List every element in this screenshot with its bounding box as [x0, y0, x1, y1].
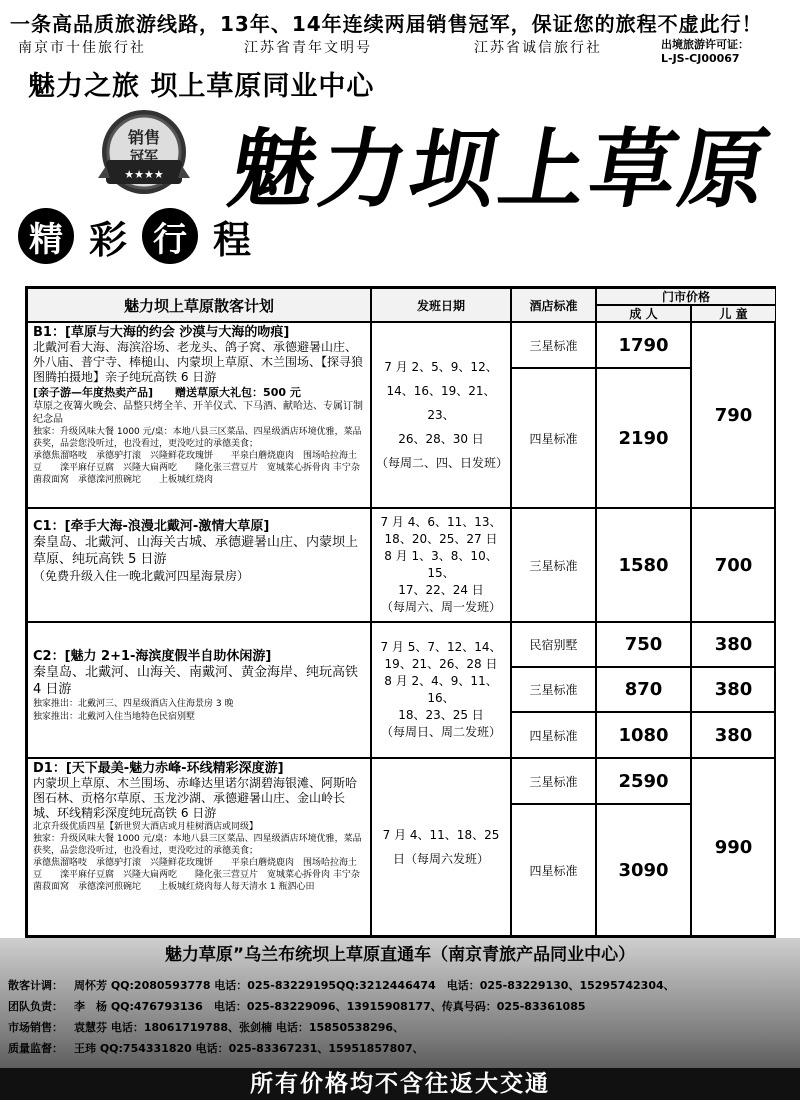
- route-detail: 北京升级优质四星【新世贸大酒店或月桂树酒店或同级】: [33, 822, 259, 832]
- contact-text: 袁慧芬 电话：18061719788、张剑楠 电话：15850538296、: [74, 1021, 405, 1034]
- child-price: 790: [691, 322, 776, 508]
- contact-row: [8, 996, 798, 1017]
- adult-price: 2590: [596, 758, 691, 804]
- contact-text: 周怀芳 QQ:2080593778 电话：025-83229195QQ:3212446474 电话：025-83229130、15295742304、: [74, 979, 675, 992]
- route-detail: 独家：升级风味大餐 1000 元/桌：本地八县三区菜品、四星级酒店环境优雅，菜品获奖，品尝您没听过，也没看过，更没吃过的承德美食；: [33, 834, 362, 856]
- tag-cheng: 程: [212, 217, 251, 262]
- highlight-tags: [18, 208, 260, 264]
- route-body: 北戴河看大海、海滨浴场、老龙头、鸽子窝、承德避暑山庄、外八庙、普宁寺、棒槌山、内蒙坝上草原、木兰围场、【探寻狼图腾拍摄地】亲子纯玩高铁 6 日游: [33, 340, 364, 384]
- route-note: （免费升级入住一晚北戴河四星海景房）: [33, 569, 250, 583]
- tag-jing: 精: [18, 208, 74, 264]
- adult-price: 870: [596, 667, 691, 712]
- route-gift: [亲子游—年度热卖产品] 赠送草原大礼包：500 元: [33, 386, 301, 399]
- route-dates: 7 月 4、6、11、13、 18、20、25、27 日 8 月 1、3、8、10、15、 17、22、24 日 （每周六、周一发班）: [371, 508, 511, 622]
- contact-label: 市场销售：: [8, 1021, 63, 1034]
- footer-notice: 所有价格均不含往返大交通: [0, 1068, 800, 1100]
- route-detail: 独家推出：北戴河入住当地特色民宿别墅: [33, 712, 196, 722]
- badge-text-1: 销售: [127, 128, 161, 147]
- col-header-adult: 成 人: [596, 305, 691, 322]
- route-body: 秦皇岛、北戴河、山海关古城、承德避暑山庄、内蒙坝上草原、纯玩高铁 5 日游: [33, 535, 359, 567]
- child-price: 380: [691, 622, 776, 667]
- route-detail: 草原之夜篝火晚会、品整只烤全羊、开羊仪式、下马酒、献哈达、专属订制纪念品: [33, 401, 363, 425]
- contact-row: [8, 1017, 798, 1038]
- hotel-standard: 四星标准: [511, 368, 596, 508]
- contact-row: [8, 1038, 798, 1059]
- hotel-standard: 三星标准: [511, 758, 596, 804]
- hotel-standard: 三星标准: [511, 508, 596, 622]
- adult-price: 1790: [596, 322, 691, 368]
- contact-list: [8, 975, 798, 1059]
- route-dates: 7 月 5、7、12、14、 19、21、26、28 日 8 月 2、4、9、11、16、 18、23、25 日 （每周日、周二发班）: [371, 622, 511, 758]
- sales-champion-badge: [96, 108, 192, 204]
- table-title: 魅力坝上草原散客计划: [27, 288, 371, 322]
- col-header-child: 儿 童: [691, 305, 776, 322]
- center-title: 魅力之旅 坝上草原同业中心: [28, 71, 375, 102]
- route-detail: 承德焦溜咯吱 承德驴打滚 兴隆鲜花玫瑰饼 平泉白蘑烧鹿肉 围场哈拉海土豆 滦平麻仔豆腐 兴隆大扁两吃 隆化张三营豆片 宽城菜心拆骨肉 丰宁杂菌菽面窝 承德滦河煎碗坨 上板城红烧肉: [33, 451, 360, 485]
- tag-cai: 彩: [88, 217, 127, 262]
- hotel-standard: 三星标准: [511, 667, 596, 712]
- route-title: C2：[魅力 2+1-海滨度假半自助休闲游]: [33, 649, 272, 664]
- route-dates: 7 月 4、11、18、25 日（每周六发班）: [371, 758, 511, 936]
- contact-label: 质量监督：: [8, 1042, 63, 1055]
- adult-price: 750: [596, 622, 691, 667]
- hotel-standard: 民宿别墅: [511, 622, 596, 667]
- contact-row: [8, 975, 798, 996]
- route-title: D1：[天下最美-魅力赤峰-环线精彩深度游]: [33, 761, 284, 776]
- contact-label: 散客计调：: [8, 979, 63, 992]
- bottom-title: 魅力草原”乌兰布统坝上草原直通车（南京青旅产品同业中心）: [164, 945, 636, 965]
- agency-name-3: 江苏省诚信旅行社: [474, 40, 602, 56]
- license-label: 出境旅游许可证：: [661, 38, 749, 51]
- agency-name-1: 南京市十佳旅行社: [18, 40, 146, 56]
- route-c2: [27, 622, 371, 758]
- adult-price: 2190: [596, 368, 691, 508]
- main-banner-title: 魅力坝上草原: [221, 119, 780, 220]
- adult-price: 1080: [596, 712, 691, 758]
- agency-name-2: 江苏省青年文明号: [244, 40, 372, 56]
- route-body: 内蒙坝上草原、木兰围场、赤峰达里诺尔湖碧海银滩、阿斯哈图石林、贡格尔草原、玉龙沙湖、承德避暑山庄、金山岭长城、环线精彩深度纯玩高铁 6 日游: [33, 776, 358, 820]
- route-detail: 独家推出：北戴河三、四星级酒店入住海景房 3 晚: [33, 699, 234, 709]
- route-detail: 独家：升级风味大餐 1000 元/桌：本地八县三区菜品、四星级酒店环境优雅，菜品获奖，品尝您没听过，也没看过，更没吃过的承德美食；: [33, 427, 362, 449]
- badge-stars: ★★★★: [124, 168, 164, 181]
- child-price: 380: [691, 712, 776, 758]
- route-dates: 7 月 2、5、9、12、 14、16、19、21、23、 26、28、30 日 （每周二、四、日发班）: [371, 322, 511, 508]
- contact-text: 李 杨 QQ:476793136 电话：025-83229096、13915908177、传真号码：025-83361085: [74, 1000, 586, 1013]
- route-title: C1：[牵手大海-浪漫北戴河-激情大草原]: [33, 519, 270, 534]
- child-price: 700: [691, 508, 776, 622]
- license-block: [661, 38, 749, 66]
- top-slogan: 一条高品质旅游线路，13年、14年连续两届销售冠军，保证您的旅程不虚此行！: [10, 12, 763, 36]
- child-price: 990: [691, 758, 776, 936]
- route-b1: [27, 322, 371, 508]
- license-number: L-JS-CJ00067: [661, 52, 740, 65]
- adult-price: 1580: [596, 508, 691, 622]
- badge-text-2: 冠军: [130, 149, 158, 165]
- contact-label: 团队负责：: [8, 1000, 63, 1013]
- hotel-standard: 四星标准: [511, 712, 596, 758]
- tag-xing: 行: [142, 208, 198, 264]
- route-c1: [27, 508, 371, 622]
- col-header-hotel: 酒店标准: [511, 288, 596, 322]
- hotel-standard: 三星标准: [511, 322, 596, 368]
- col-header-dates: 发班日期: [371, 288, 511, 322]
- hotel-standard: 四星标准: [511, 804, 596, 936]
- route-body: 秦皇岛、北戴河、山海关、南戴河、黄金海岸、纯玩高铁 4 日游: [33, 665, 359, 697]
- adult-price: 3090: [596, 804, 691, 936]
- contact-text: 王玮 QQ:754331820 电话：025-83367231、15951857807、: [74, 1042, 424, 1055]
- price-table: [25, 286, 776, 938]
- route-title: B1：[草原与大海的约会 沙漠与大海的吻痕]: [33, 325, 290, 340]
- route-detail: 承德焦溜咯吱 承德驴打滚 兴隆鲜花玫瑰饼 平泉白蘑烧鹿肉 围场哈拉海土豆 滦平麻仔豆腐 兴隆大扁两吃 隆化张三营豆片 宽城菜心拆骨肉 丰宁杂菌菽面窝 承德滦河煎碗坨 上板城红烧肉每人每天清水 1 瓶泗心田: [33, 858, 360, 892]
- route-d1: [27, 758, 371, 936]
- col-header-price: 门市价格: [596, 288, 776, 305]
- child-price: 380: [691, 667, 776, 712]
